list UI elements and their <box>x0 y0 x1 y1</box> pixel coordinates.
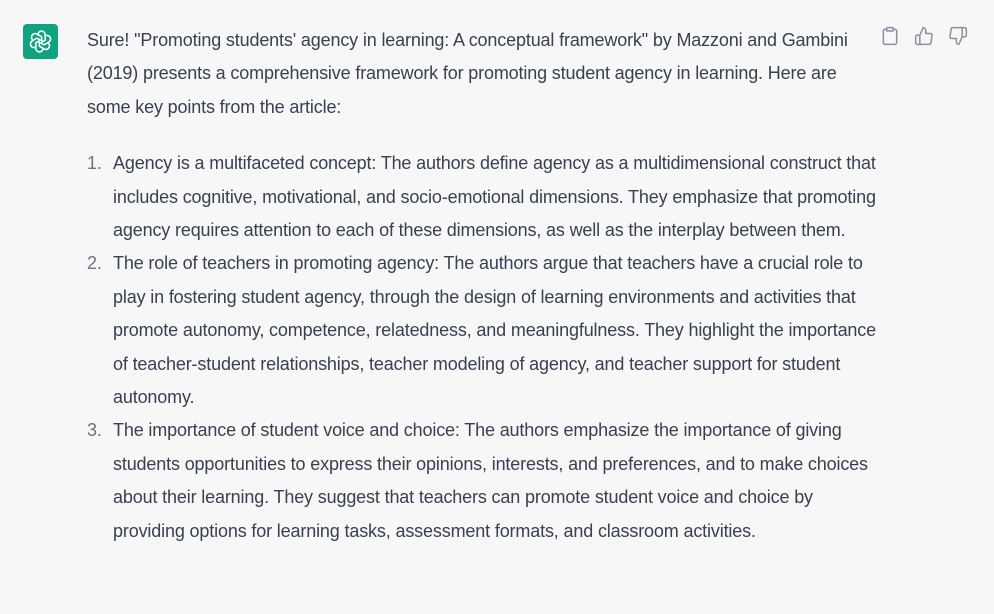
list-item-number: 3. <box>87 420 102 441</box>
message-intro: Sure! "Promoting students' agency in learning: A conceptual framework" by Mazzoni and Gambini (2019) presents a comprehensive framework for promoting student agency in learning. Here are some key points from the article: <box>87 30 848 117</box>
message-actions <box>880 26 968 46</box>
thumbs-down-icon[interactable] <box>948 26 968 46</box>
list-item-text: The importance of student voice and choice: The authors emphasize the importance of giving students opportunities to express their opinions, interests, and preferences, and to make choices about their learning. They suggest that teachers can promote student voice and choice by providing options for learning tasks, assessment formats, and classroom activities. <box>113 420 868 541</box>
thumbs-up-icon[interactable] <box>914 26 934 46</box>
assistant-message <box>87 24 877 548</box>
list-item-number: 1. <box>87 153 102 174</box>
key-points-list <box>87 147 877 548</box>
list-item <box>87 414 877 548</box>
list-item <box>87 147 877 247</box>
list-item-text: The role of teachers in promoting agency: The authors argue that teachers have a crucial role to play in fostering student agency, through the design of learning environments and activities that promote autonomy, competence, relatedness, and meaningfulness. They highlight the importance of teacher-student relationships, teacher modeling of agency, and teacher support for student autonomy. <box>113 253 876 408</box>
clipboard-icon[interactable] <box>880 26 900 46</box>
assistant-avatar <box>23 24 58 59</box>
list-item <box>87 247 877 414</box>
list-item-text: Agency is a multifaceted concept: The authors define agency as a multidimensional construct that includes cognitive, motivational, and socio-emotional dimensions. They emphasize that promoting agency requires attention to each of these dimensions, as well as the interplay between them. <box>113 153 876 241</box>
list-item-number: 2. <box>87 253 102 274</box>
openai-logo-icon <box>28 29 53 54</box>
